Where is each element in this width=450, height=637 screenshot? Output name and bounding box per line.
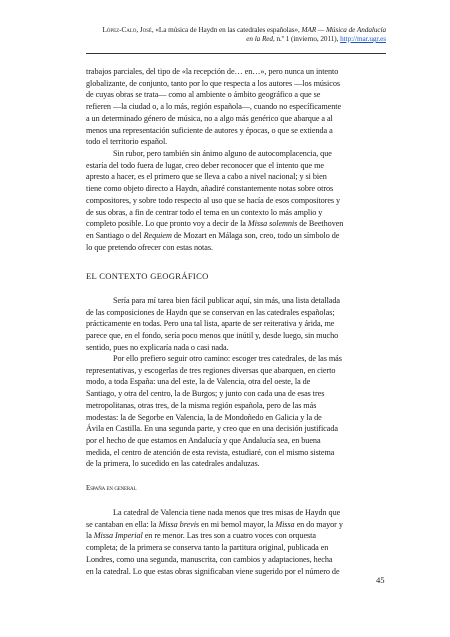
paragraph-line: globalizante, de conjunto, tanto por lo que respecta a los autores —los músicos	[86, 78, 341, 88]
paragraph-line: tiene como objeto directo a Haydn, añadiré constantemente notas sobre otros	[86, 184, 334, 194]
paragraph-line: todo el territorio español.	[86, 137, 168, 147]
paragraph-line: trabajos parciales, del tipo de «la recepción de… en…», pero nunca un intento	[86, 67, 339, 76]
paragraph-3	[86, 295, 386, 354]
paragraph-line: Londres, como una segunda, manuscrita, con cambios y adaptaciones, hecha	[86, 554, 333, 564]
paragraph-1	[86, 66, 386, 148]
work-title: Missa brevis	[158, 519, 200, 529]
paragraph-line: representativas, y escogerlas de tres regiones diversas que abarquen, en cierto	[86, 365, 336, 375]
paragraph-line: lo que pretendo ofrecer con estas notas.	[86, 242, 213, 252]
subsection-heading: España en general	[86, 484, 137, 492]
paragraph-line: sentido, pues no explicaría nada o casi nada.	[86, 342, 229, 352]
text-run: en do mayor y	[294, 519, 343, 529]
paragraph-line: estaría del todo fuera de lugar, creo deber reconocer que el intento que me	[86, 160, 324, 170]
paragraph-line: parece que, en el fondo, sería poco menos que inútil y, desde luego, sin mucho	[86, 331, 339, 341]
text-run: completo posible. Lo que pronto voy a decir de la	[86, 219, 248, 229]
paragraph-5	[86, 507, 386, 577]
paragraph-line: de sus obras, a fin de centrar todo el tema en un contexto lo más amplio y	[86, 207, 323, 217]
paragraph-line: en la catedral. Lo que estas obras significaban viene sugerido por el número de	[86, 566, 340, 576]
paragraph-line: de cuyas obras se trata— como al ambiente o ámbito geográfico a que se	[86, 90, 321, 100]
work-title: Missa	[275, 519, 295, 529]
paragraph-line: Sería para mí tarea bien fácil publicar aquí, sin más, una lista detallada	[113, 296, 340, 305]
header-line-1	[60, 26, 386, 35]
paragraph-4	[86, 353, 386, 470]
paragraph-line: por el hecho de que estamos en Andalucía y que Andalucía sea, en buena	[86, 435, 321, 445]
header-journal: MAR — Música de Andalucía	[299, 26, 386, 34]
header-issue: , n.º 1 (invierno, 2011),	[272, 35, 341, 43]
page-number: 45	[376, 575, 385, 585]
paragraph-line: a un determinado género de música, no a algo más genérico que abarque a al	[86, 113, 333, 123]
paragraph-2	[86, 148, 386, 253]
paragraph-line: de las composiciones de Haydn que se conservan en las catedrales españolas;	[86, 307, 335, 317]
text-run: en mi bemol mayor, la	[199, 519, 276, 529]
paragraph-line: menos una representación suficiente de autores y épocas, o que se extienda a	[86, 125, 333, 135]
paragraph-line	[86, 230, 386, 242]
paragraph-line: modestas: la de Segorbe en Valencia, la de Mondoñedo en Galicia y la de	[86, 412, 322, 422]
text-run: en re menor. Las tres son a cuatro voces con orquesta	[142, 531, 316, 541]
header-rule	[86, 53, 386, 54]
header-title: , «La música de Haydn en las catedrales españolas»,	[151, 26, 300, 34]
paragraph-line	[86, 218, 386, 230]
text-run: de Mozart en Málaga son, creo, todo un símbolo de	[171, 230, 340, 240]
paragraph-line: apresto a hacer, es el primero que se lleva a cabo a nivel nacional; y si bien	[86, 172, 327, 182]
running-header	[60, 26, 386, 44]
work-title: Requiem	[143, 230, 172, 240]
paragraph-line: metropolitanas, otras tres, de la misma región española, pero de las más	[86, 400, 317, 410]
paragraph-line	[86, 519, 386, 531]
paragraph-line: Ávila en Castilla. En una segunda parte, y creo que en una decisión justificada	[86, 424, 338, 434]
text-run: se cantaban en ella: la	[86, 519, 159, 529]
paragraph-line: completa; de la primera se conserva tanto la partitura original, publicada en	[86, 543, 329, 553]
header-line-2	[60, 35, 386, 44]
paragraph-line: Sin rubor, pero también sin ánimo alguno de autocomplacencia, que	[113, 149, 332, 158]
paragraph-line: La catedral de Valencia tiene nada menos que tres misas de Haydn que	[113, 508, 341, 517]
paragraph-line	[86, 530, 386, 542]
paragraph-line: compositores, y sobre todo respecto al uso que se hacía de esos compositores y	[86, 195, 341, 205]
header-journal-sub: en la Red	[246, 35, 273, 43]
header-url-link[interactable]: http://mar.ugr.es	[340, 35, 386, 43]
work-title: Missa Imperial	[93, 531, 143, 541]
header-author: López-Calo, José	[102, 26, 152, 34]
text-run: en Santiago o del	[86, 230, 144, 240]
paragraph-line: modo, a toda España: una del este, la de Valencia, otra del oeste, la de	[86, 377, 311, 387]
paragraph-line: Por ello prefiero seguir otro camino: escoger tres catedrales, de las más	[113, 354, 342, 363]
text-run: la	[86, 531, 94, 541]
paragraph-line: prácticamente en todas. Pero una tal lista, aparte de ser reiterativa y árida, me	[86, 319, 335, 329]
section-heading: EL CONTEXTO GEOGRÁFICO	[86, 271, 209, 281]
work-title: Missa solemnis	[247, 219, 298, 229]
paragraph-line: Santiago, y otra del centro, la de Burgos; y junto con cada una de esas tres	[86, 389, 325, 399]
paragraph-line: de la primera, lo sucedido en las catedrales andaluzas.	[86, 459, 260, 469]
paragraph-line: refieren —la ciudad o, a lo más, región española—, cuando no específicamente	[86, 102, 342, 112]
text-run: de Beethoven	[297, 219, 344, 229]
paragraph-line: medida, el centro de atención de esta revista, estudiaré, con el mismo sistema	[86, 447, 335, 457]
